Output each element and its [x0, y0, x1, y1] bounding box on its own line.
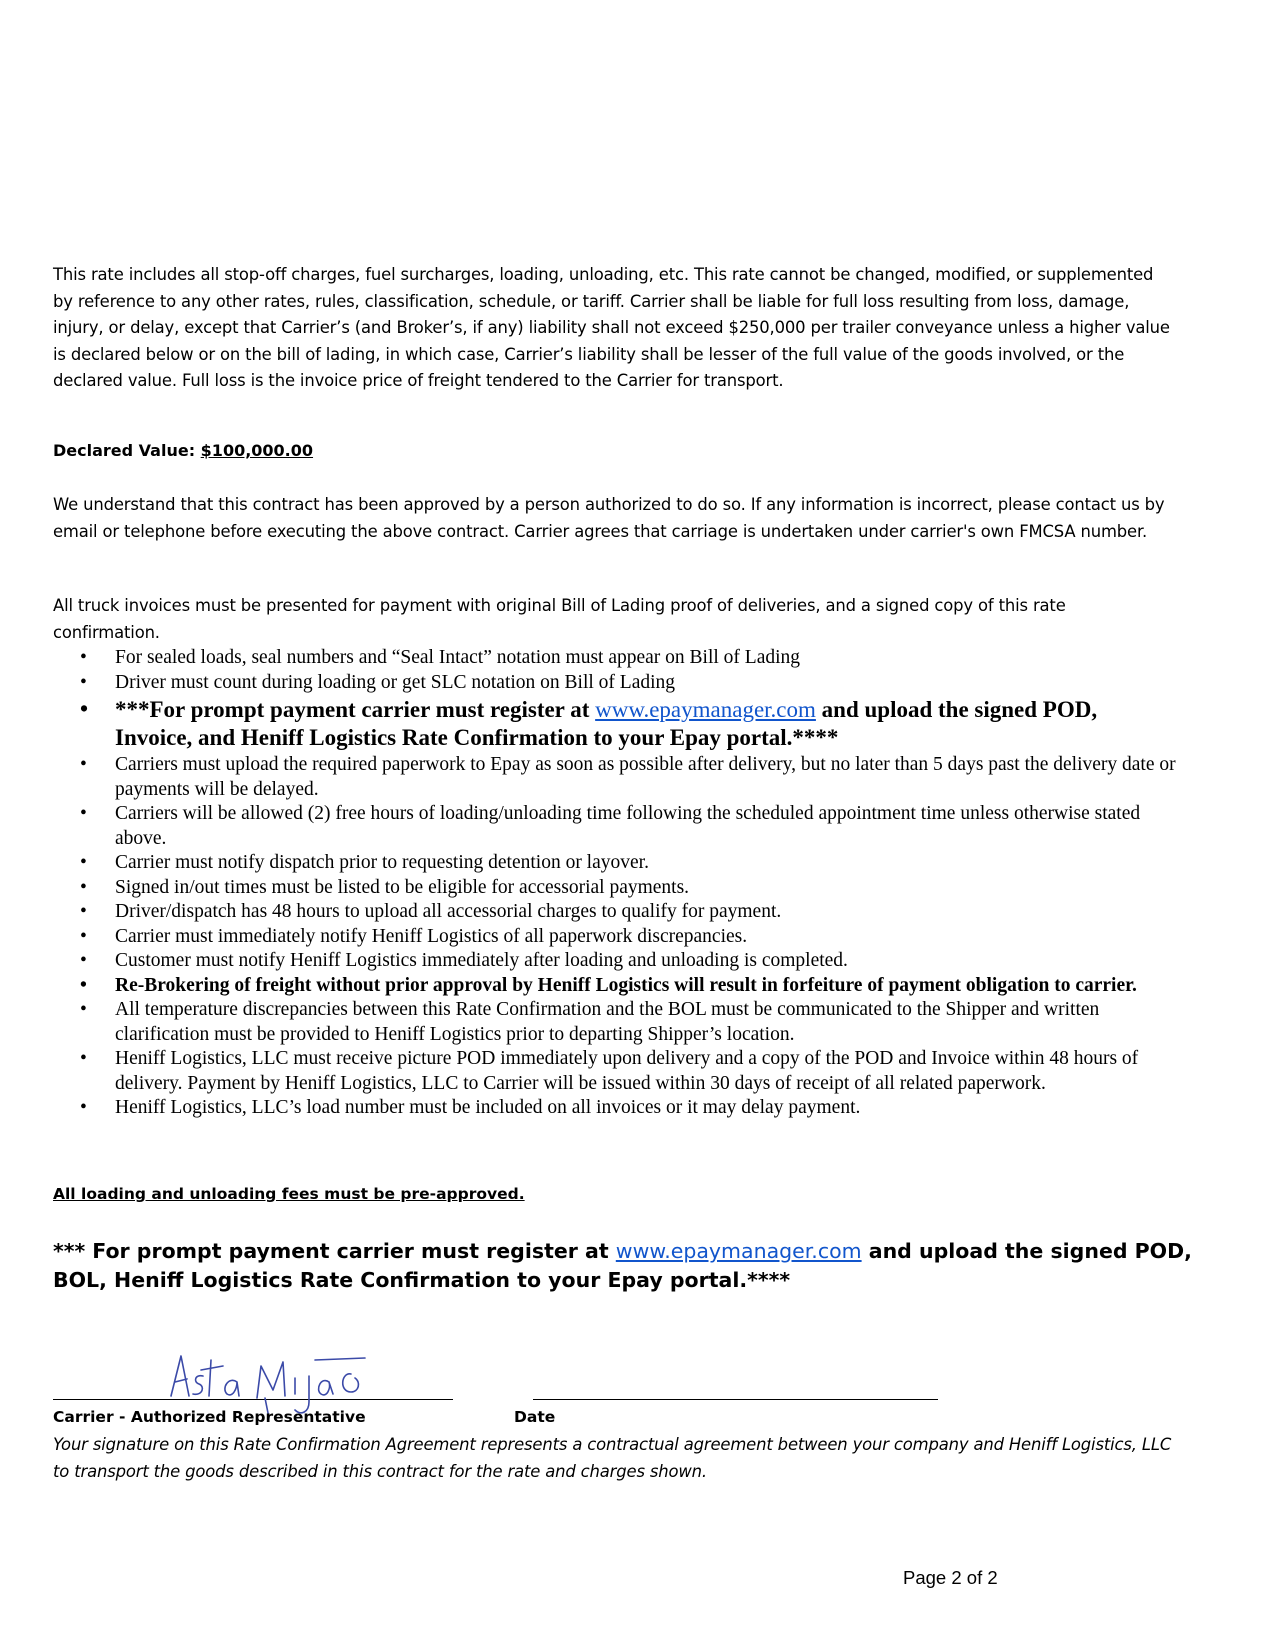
rules-list [53, 646, 1178, 1121]
list-item: • Carriers must upload the required paperwork to Epay as soon as possible after delivery, but no later than 5 days past the delivery date or payments will be delayed. [80, 754, 1176, 800]
declared-value-label: Declared Value: [53, 441, 196, 460]
bullet-icon: • [80, 1048, 87, 1069]
list-item-epay: • ***For prompt payment carrier must register at www.epaymanager.com and upload the signed POD, Invoice, and Heniff Logistics Rate Confirmation to your Epay portal.**** [80, 696, 1098, 750]
epay-link-footer[interactable]: www.epaymanager.com [615, 1239, 862, 1263]
epay-link[interactable]: www.epaymanager.com [595, 697, 816, 722]
bullet-icon: • [80, 950, 87, 971]
prompt-payment-notice: *** For prompt payment carrier must register at www.epaymanager.com and upload the signed POD, BOL, Heniff Logistics Rate Confirmation to your Epay portal.**** [53, 1239, 1192, 1292]
agreement-statement: Your signature on this Rate Confirmation Agreement represents a contractual agreement between your company and Heniff Logistics, LLC to transport the goods described in this contract for the rate and charges shown. [53, 1435, 1172, 1481]
bullet-icon: • [80, 974, 87, 996]
list-item: • Carrier must immediately notify Heniff Logistics of all paperwork discrepancies. [53, 925, 1178, 950]
date-signature-line[interactable] [533, 1399, 938, 1400]
list-item: • Heniff Logistics, LLC must receive picture POD immediately upon delivery and a copy of the POD and Invoice within 48 hours of delivery. Payment by Heniff Logistics, LLC to Carrier will be issued within 30 days of receipt of all related paperwork. [80, 1048, 1139, 1094]
list-item: • Carrier must notify dispatch prior to requesting detention or layover. [53, 851, 1178, 876]
bullet-icon: • [80, 803, 87, 824]
bullet-icon: • [80, 671, 87, 693]
bullet-icon: • [80, 852, 87, 873]
bullet-icon: • [80, 1097, 87, 1118]
list-item: • Driver must count during loading or get SLC notation on Bill of Lading [53, 671, 1178, 696]
bullet-icon: • [80, 754, 87, 775]
date-label: Date [514, 1408, 556, 1426]
fees-notice: All loading and unloading fees must be pre-approved. [53, 1185, 525, 1203]
list-item: • Customer must notify Heniff Logistics immediately after loading and unloading is completed. [53, 949, 1178, 974]
liability-paragraph: This rate includes all stop-off charges, fuel surcharges, loading, unloading, etc. This rate cannot be changed, modified, or supplemented by reference to any other rates, rules, classification, schedule, or tariff. Carrier shall be liable for full loss resulting from loss, damage, injury, or delay, except that Carrier’s (and Broker’s, if any) liability shall not exceed $250,000 per trailer conveyance unless a higher value is declared below or on the bill of lading, in which case, Carrier’s liability shall be lesser of the full value of the goods involved, or the declared value. Full loss is the invoice price of freight tendered to the Carrier for transport. [53, 265, 1170, 390]
bullet-icon: • [80, 925, 87, 947]
bullet-icon: • [80, 876, 87, 898]
bullet-icon: • [80, 999, 87, 1020]
bullet-icon: • [80, 647, 87, 668]
list-item: • Signed in/out times must be listed to be eligible for accessorial payments. [53, 876, 1178, 901]
declared-value [53, 441, 1173, 460]
list-item: • Carriers will be allowed (2) free hours of loading/unloading time following the scheduled appointment time unless otherwise stated above. [80, 803, 1141, 849]
list-item: • For sealed loads, seal numbers and “Seal Intact” notation must appear on Bill of Lading [53, 646, 1178, 671]
declared-value-amount: $100,000.00 [200, 441, 314, 460]
page-number: Page 2 of 2 [903, 1567, 998, 1588]
list-item: • Driver/dispatch has 48 hours to upload all accessorial charges to qualify for payment. [53, 900, 1178, 925]
bullet-icon: • [80, 696, 89, 721]
list-item: • All temperature discrepancies between this Rate Confirmation and the BOL must be communicated to the Shipper and written clarification must be provided to Heniff Logistics prior to departing Shipper’s location. [80, 999, 1100, 1045]
list-item: • Heniff Logistics, LLC’s load number must be included on all invoices or it may delay payment. [53, 1096, 1178, 1121]
carrier-signature-label: Carrier - Authorized Representative [53, 1408, 366, 1426]
bullet-icon: • [80, 901, 87, 922]
invoice-paragraph: All truck invoices must be presented for payment with original Bill of Lading proof of deliveries, and a signed copy of this rate confirmation. [53, 596, 1066, 642]
approval-paragraph: We understand that this contract has been approved by a person authorized to do so. If any information is incorrect, please contact us by email or telephone before executing the above contract. Carrier agrees that carriage is undertaken under carrier's own FMCSA number. [53, 495, 1165, 541]
list-item-rebrokering: • Re-Brokering of freight without prior approval by Heniff Logistics will result in forfeiture of payment obligation to carrier. [53, 974, 1178, 999]
